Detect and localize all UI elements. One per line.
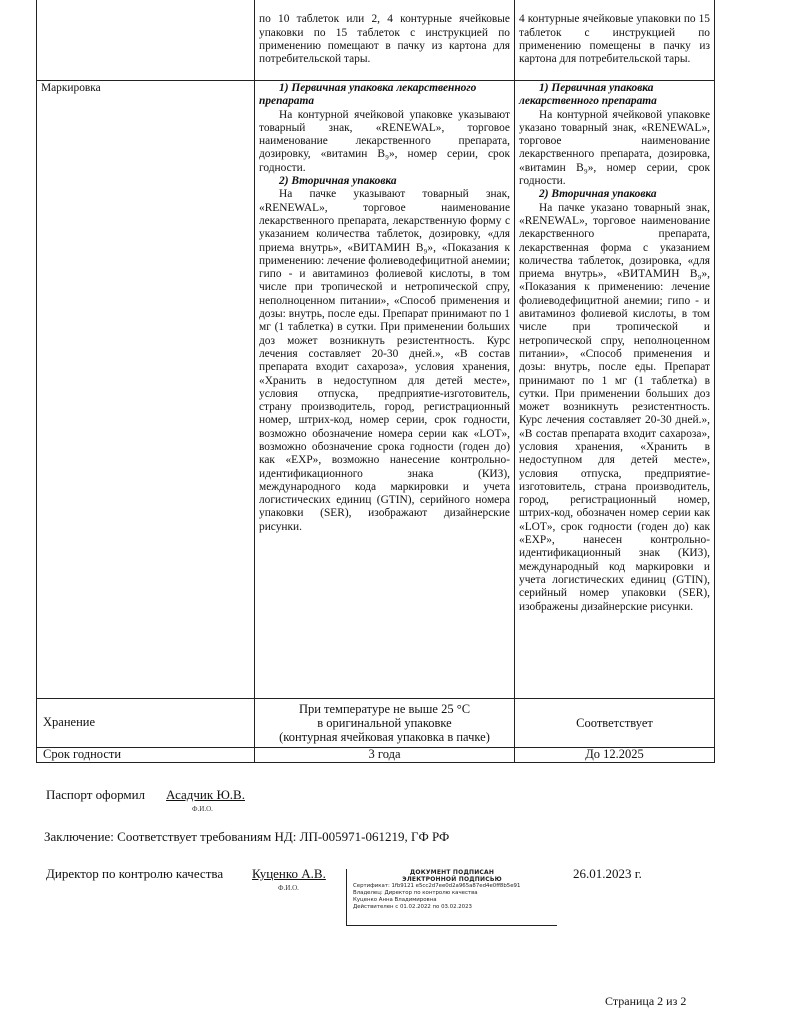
director-caption: Ф.И.О. [278, 884, 299, 892]
storage-requirement-line1: При температуре не выше 25 °С [298, 701, 471, 716]
director-label: Директор по контролю качества [46, 866, 224, 881]
director-date: 26.01.2023 г. [573, 866, 642, 881]
stamp-owner: Владелец: Директор по контролю качества [353, 890, 478, 896]
passport-name: Асадчик Ю.В. [166, 787, 245, 802]
page-number: Страница 2 из 2 [605, 994, 687, 1008]
storage-row [37, 698, 715, 747]
storage-requirement-line3: (контурная ячейковая упаковка в пачке) [279, 729, 490, 744]
shelf-life-label: Срок годности [37, 747, 255, 762]
stamp-validity: Действителен с 01.02.2022 по 03.02.2023 [353, 904, 472, 910]
packaging-result-text: 4 контурные ячейковые упаковки по 15 таблеток с инструкцией по применению помещены в пачку из картона для потребительской тары. [519, 13, 710, 66]
marking-row [37, 80, 715, 698]
specification-table [36, 0, 715, 763]
marking-label: Маркировка [37, 80, 255, 698]
passport-label: Паспорт оформил [46, 787, 146, 802]
marking-result-secondary-text: На пачке указано товарный знак, «RENEWAL», торговое наименование лекарственного препарата, лекарственная форма с указанием количества таблеток, дозировка, «для приема внутрь», «ВИТАМИН В₉», «Показания к применению: лечение фолиеводефицитной анемии; гипо - и авитаминоз фолиевой кислоты, в том числе при тропической и нетропической спру, неполноценном питании», «Способ применения и дозы: внутрь, после еды. Препарат принимают по 1 мг (1 таблетка) в сутки. При применении больших доз может возникнуть резистентность. Курс лечения составляет 20-30 дней.», «В состав препарата входит сахароза», условия хранения, «Хранить в недоступном для детей месте», условия отпуска, предприятие-изготовитель, страна производитель, город, регистрационный номер, штрих-код, обозначен номер серии как «LOT», срок годности (годен до) как «EXP», нанесен контрольно-идентификационный знак (КИЗ), международный код маркировки и учета логистических единиц (GTIN), серийный номер упаковки (SER), изображены дизайнерские рисунки. [519, 201, 710, 613]
marking-result-primary-text: На контурной ячейковой упаковке указано товарный знак, «RENEWAL», торговое наименование лекарственного препарата, дозировка, «витамин В₉», номер серии, срок годности. [519, 108, 710, 188]
storage-requirement-line2: в оригинальной упаковке [317, 715, 452, 730]
stamp-title-line1: ДОКУМЕНТ ПОДПИСАН [409, 869, 495, 876]
marking-result-cell [515, 80, 715, 698]
shelf-life-row [37, 747, 715, 762]
marking-result-primary-heading: 1) Первичная упаковка лекарственного препарата [519, 81, 657, 108]
storage-requirement-cell [255, 698, 515, 747]
marking-result-secondary-heading: 2) Вторичная упаковка [539, 188, 657, 201]
packaging-requirement-text: по 10 таблеток или 2, 4 контурные ячейковые упаковки по 15 таблеток с инструкцией по применению помещают в пачку из картона для потребительской тары. [259, 13, 510, 66]
shelf-life-requirement: 3 года [255, 747, 515, 762]
conclusion-text: Заключение: Соответствует требованиям НД: ЛП-005971-061219, ГФ РФ [44, 829, 450, 844]
packaging-label-cell [37, 0, 255, 80]
packaging-requirement-cell [255, 0, 515, 80]
electronic-signature-stamp [346, 869, 557, 926]
stamp-title-line2: ЭЛЕКТРОННОЙ ПОДПИСЬЮ [402, 876, 502, 883]
storage-result: Соответствует [515, 698, 715, 747]
marking-requirement-cell [255, 80, 515, 698]
marking-requirement-primary-text: На контурной ячейковой упаковке указывают товарный знак, «RENEWAL», торговое наименование лекарственного препарата, дозировку, «витамин В₉», номер серии, срок годности. [259, 108, 510, 174]
stamp-certificate: Сертификат: 1fb9121 e5cc2d7ee0d2a965a87ed4e0ff8b5e91 [353, 883, 521, 889]
director-name: Куценко А.В. [252, 866, 326, 881]
passport-caption: Ф.И.О. [192, 805, 213, 813]
marking-requirement-secondary-text: На пачке указывают товарный знак, «RENEWAL», торговое наименование лекарственного препарата, лекарственную форму с указанием количества таблеток, дозировку, «для приема внутрь», «ВИТАМИН В₉», «Показания к применению: лечение фолиеводефицитной анемии; гипо - и авитаминоз фолиевой кислоты, в том числе при тропической и нетропической спру, неполноценном питании», «Способ применения и дозы: внутрь, после еды. Препарат принимают по 1 мг (1 таблетка) в сутки. При применении больших доз может возникнуть резистентность. Курс лечения составляет 20-30 дней.», «В состав препарата входит сахароза», условия хранения, «Хранить в недоступном для детей месте», условия отпуска, предприятие-изготовитель, страну производитель, город, регистрационный номер, штрих-код, номер серии, срок годности, возможно обозначение номера серии как «LOT», возможно обозначение срока годности (годен до) как «EXP», возможно нанесение контрольно-идентификационного знака (КИЗ), международного кода маркировки и учета логистических единиц (GTIN), серийного номера упаковки (SER), изображают дизайнерские рисунки. [259, 188, 510, 533]
marking-requirement-primary-heading: 1) Первичная упаковка лекарственного препарата [259, 81, 477, 108]
shelf-life-result: До 12.2025 [515, 747, 715, 762]
packaging-result-cell [515, 0, 715, 80]
stamp-person: Куценко Анна Владимировна [353, 897, 437, 903]
marking-requirement-secondary-heading: 2) Вторичная упаковка [279, 175, 397, 188]
packaging-row [37, 0, 715, 80]
storage-label: Хранение [37, 698, 255, 747]
